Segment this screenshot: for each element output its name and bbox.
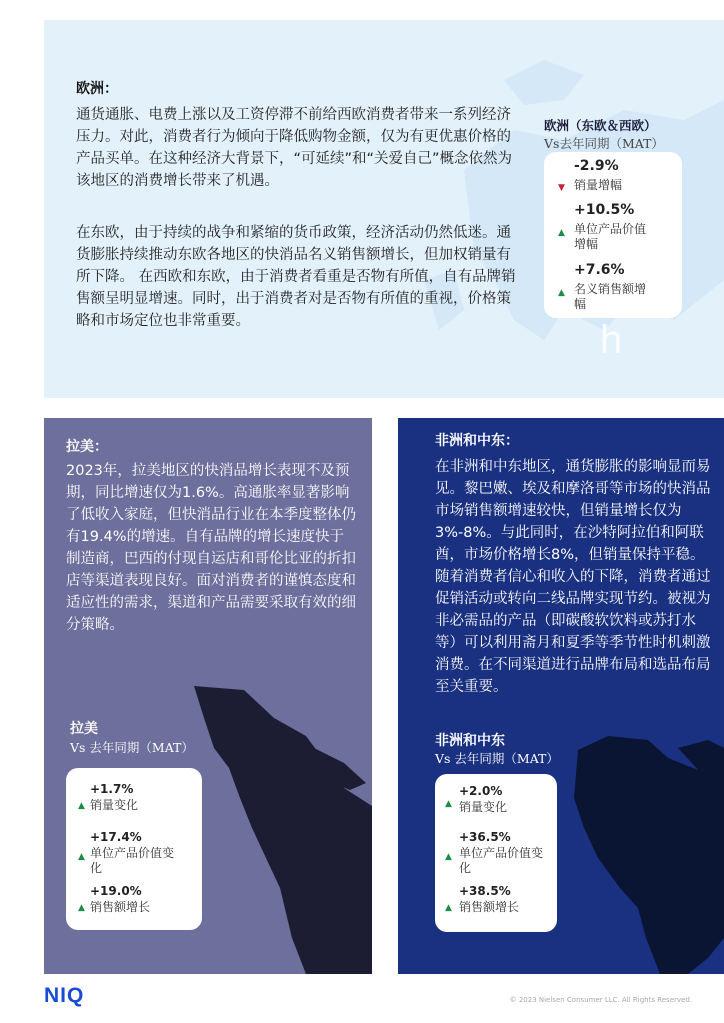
triangle-up-icon: ▲ bbox=[558, 288, 565, 298]
europe-stat-title: 欧洲（东欧＆西欧） bbox=[544, 118, 657, 133]
stat-label: 销售额增长 bbox=[90, 900, 151, 914]
stat-label: 销量变化 bbox=[90, 798, 139, 812]
stat-value: +10.5% bbox=[574, 202, 635, 218]
copyright-text: © 2023 Nielsen Consumer LLC. All Rights Reserved. bbox=[509, 996, 692, 1004]
triangle-down-icon: ▼ bbox=[558, 183, 565, 193]
europe-paragraph-1: 通货通胀、电费上涨以及工资停滞不前给西欧消费者带来一系列经济压力。对此，消费者行为倾向于降低购物金额，仅为有更优惠价格的产品买单。在这种经济大背景下，“可延续”和“关爱自己”概念依然为该地区的消费增长带来了机遇。 bbox=[76, 107, 513, 189]
latam-stat-subtitle: Vs 去年同期（MAT） bbox=[70, 740, 194, 755]
latam-panel bbox=[44, 418, 372, 974]
stat-label: 单位产品价值变化 bbox=[90, 846, 175, 875]
latam-stat-title: 拉美 bbox=[70, 721, 98, 737]
mea-stat-card bbox=[435, 774, 557, 932]
mea-paragraph: 在非洲和中东地区，通货膨胀的影响显而易见。黎巴嫩、埃及和摩洛哥等市场的快消品市场销售额增速较快，但销量增长仅为3%-8%。与此同时，在沙特阿拉伯和阿联酋，市场价格增长8%，但销量保持平稳。随着消费者信心和收入的下降，消费者通过促销活动或转向二线品牌实现节约。被视为非必需品的产品（即碳酸软饮料或苏打水等）可以利用斋月和夏季等季节性时机刺激消费。在不同渠道进行品牌布局和选品布局至关重要。 bbox=[435, 459, 711, 695]
stat-label: 单位产品价值增幅 bbox=[574, 222, 647, 251]
triangle-up-icon: ▲ bbox=[78, 852, 85, 862]
triangle-up-icon: ▲ bbox=[445, 799, 452, 809]
europe-stat-subtitle: Vs去年同期（MAT） bbox=[544, 136, 664, 151]
triangle-up-icon: ▲ bbox=[78, 801, 85, 811]
mea-stat-title: 非洲和中东 bbox=[435, 733, 505, 749]
europe-panel bbox=[44, 20, 724, 398]
mea-stat-subtitle: Vs 去年同期（MAT） bbox=[435, 751, 559, 766]
triangle-up-icon: ▲ bbox=[445, 852, 452, 862]
triangle-up-icon: ▲ bbox=[78, 903, 85, 913]
stat-label: 名义销售额增幅 bbox=[574, 282, 647, 311]
mea-heading: 非洲和中东： bbox=[435, 433, 519, 449]
stat-value: -2.9% bbox=[574, 158, 619, 174]
stat-value: +19.0% bbox=[90, 884, 142, 898]
triangle-up-icon: ▲ bbox=[445, 903, 452, 913]
stat-value: +1.7% bbox=[90, 782, 134, 796]
stat-value: +38.5% bbox=[459, 884, 511, 898]
latam-stat-card bbox=[66, 768, 202, 930]
niq-logo: NIQ bbox=[44, 984, 85, 1007]
stat-value: +36.5% bbox=[459, 830, 511, 844]
europe-stat-card bbox=[544, 152, 682, 318]
europe-heading: 欧洲： bbox=[76, 81, 118, 97]
stat-value: +2.0% bbox=[459, 784, 503, 798]
stat-label: 销售额增长 bbox=[459, 900, 520, 914]
triangle-up-icon: ▲ bbox=[558, 228, 565, 238]
stat-value: +17.4% bbox=[90, 830, 142, 844]
europe-paragraph-2: 在东欧，由于持续的战争和紧缩的货币政策，经济活动仍然低迷。通货膨胀持续推动东欧各地区的快消品名义销售额增长，但加权销量有所下降。 在西欧和东欧，由于消费者看重是否物有所值，自有品牌销售额呈明显增速。同时，出于消费者对是否物有所值的重视，价格策略和市场定位也非常重要。 bbox=[76, 225, 516, 329]
watermark-letter: h bbox=[600, 318, 623, 362]
stat-label: 销量增幅 bbox=[574, 178, 623, 192]
latam-heading: 拉美： bbox=[66, 439, 108, 455]
stat-label: 单位产品价值变化 bbox=[459, 846, 544, 875]
mea-panel bbox=[398, 418, 724, 974]
stat-value: +7.6% bbox=[574, 262, 625, 278]
stat-label: 销量变化 bbox=[459, 800, 508, 814]
latam-paragraph: 2023年，拉美地区的快消品增长表现不及预期，同比增速仅为1.6%。高通胀率显著影响了低收入家庭，但快消品行业在本季度整体仍有19.4%的增速。自有品牌的增长速度快于制造商，巴西的付现自运店和哥伦比亚的折扣店等渠道表现良好。面对消费者的谨慎态度和适应性的需求，渠道和产品需要采取有效的细分策略。 bbox=[66, 463, 356, 633]
